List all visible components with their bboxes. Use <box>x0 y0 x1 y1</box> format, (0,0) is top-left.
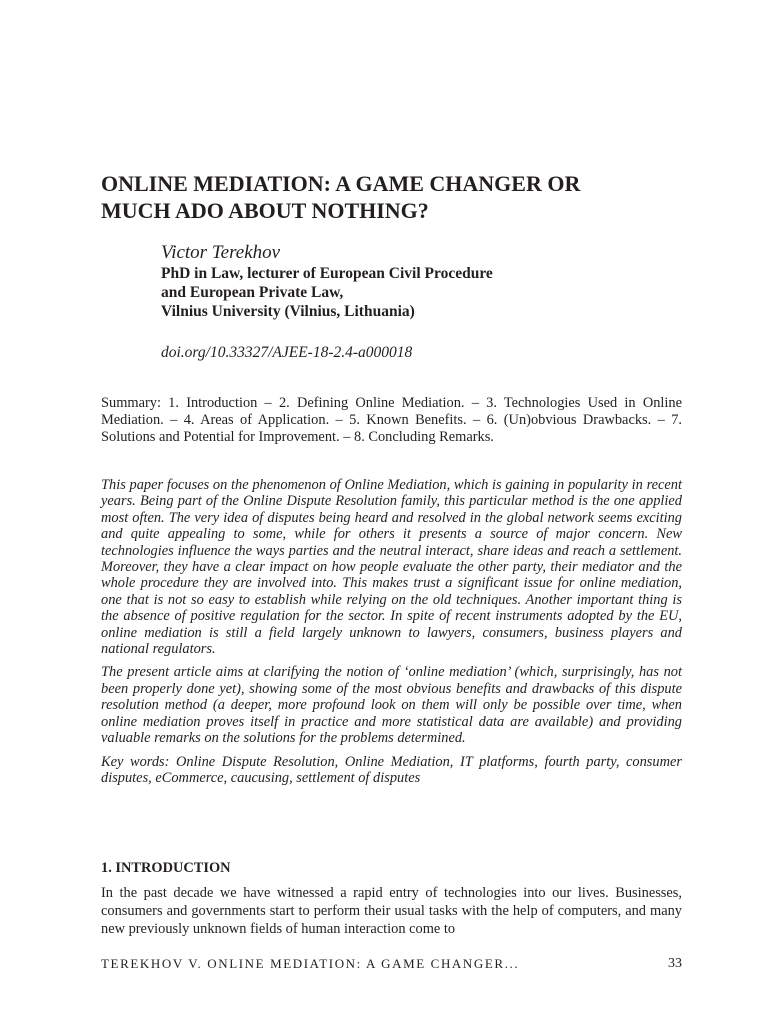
summary-contents: Summary: 1. Introduction – 2. Defining Online Mediation. – 3. Technologies Used in Online Mediation. – 4. Areas of Application. – 5. Known Benefits. – 6. (Un)obvious Drawbacks. – 7. Solutions and Potential for Improvement. – 8. Concluding Remarks. <box>101 395 682 445</box>
author-block <box>161 242 681 321</box>
introduction-paragraph: In the past decade we have witnessed a rapid entry of technologies into our lives. Businesses, consumers and governments start to perform their usual tasks with the help of computers, and many new previously unknown fields of human interaction come to <box>101 885 682 937</box>
abstract-paragraph-2: The present article aims at clarifying the notion of ‘online mediation’ (which, surprisingly, has not been properly done yet), showing some of the most obvious benefits and drawbacks of this dispute resolution method (a deeper, more profound look on them will only be possible over time, when online mediation proves itself in practice and more statistical data are available) and providing valuable remarks on the solutions for the problems determined. <box>101 664 682 747</box>
article-title <box>101 170 681 224</box>
author-affiliation-line-1: PhD in Law, lecturer of European Civil Procedure <box>161 265 493 282</box>
abstract <box>101 477 682 793</box>
article-title-line-1: ONLINE MEDIATION: A GAME CHANGER OR <box>101 171 581 196</box>
running-head: TEREKHOV V. ONLINE MEDIATION: A GAME CHANGER... <box>101 956 520 971</box>
author-affiliation-line-3: Vilnius University (Vilnius, Lithuania) <box>161 303 415 320</box>
article-title-line-2: MUCH ADO ABOUT NOTHING? <box>101 198 429 223</box>
author-name: Victor Terekhov <box>161 242 281 263</box>
doi-link[interactable]: doi.org/10.33327/AJEE-18-2.4-a000018 <box>161 344 413 361</box>
abstract-paragraph-1: This paper focuses on the phenomenon of Online Mediation, which is gaining in popularity in recent years. Being part of the Online Dispute Resolution family, this particular method is the one applied most often. The very idea of disputes being heard and resolved in the global network seems exciting and quite appealing to some, while for others it presents a source of major concern. New technologies influence the ways parties and the neutral interact, share ideas and reach a settlement. Moreover, they have a clear impact on how people evaluate the other party, their mediator and the whole procedure they are involved into. This makes trust a significant issue for online mediation, one that is not so easy to establish while relying on the old techniques. Another important thing is the absence of positive regulation for the sector. In spite of recent instruments adopted by the EU, online mediation is still a field largely unknown to lawyers, consumers, business players and national regulators. <box>101 477 682 658</box>
author-affiliation-line-2: and European Private Law, <box>161 284 344 301</box>
keywords: Key words: Online Dispute Resolution, Online Mediation, IT platforms, fourth party, consumer disputes, eCommerce, caucusing, settlement of disputes <box>101 753 682 786</box>
section-heading-introduction: 1. INTRODUCTION <box>101 860 231 876</box>
page-number: 33 <box>668 956 682 971</box>
